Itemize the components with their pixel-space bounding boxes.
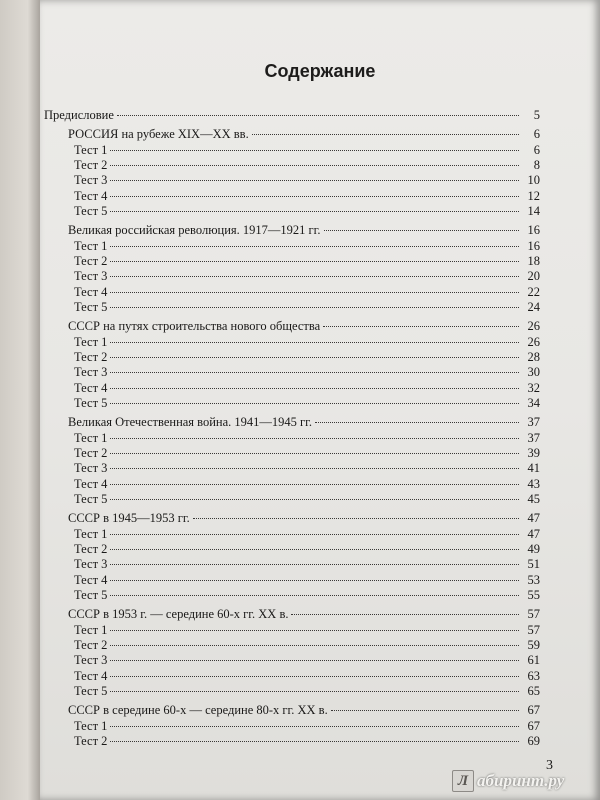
toc-leader-dots bbox=[110, 741, 519, 742]
page-title: Содержание bbox=[264, 61, 376, 81]
toc-entry bbox=[44, 381, 540, 396]
toc-entry-label: Тест 1 bbox=[74, 142, 108, 157]
toc-entry-label: СССР в середине 60-х — середине 80-х гг. XX в. bbox=[68, 703, 328, 718]
toc-entry-label: Тест 1 bbox=[74, 718, 108, 733]
toc-entry-label: Тест 5 bbox=[74, 587, 108, 602]
toc-entry-label: Тест 1 bbox=[74, 238, 108, 253]
toc-leader-dots bbox=[315, 422, 519, 423]
toc-entry-page: 39 bbox=[527, 445, 540, 460]
toc-entry-page: 26 bbox=[527, 334, 540, 349]
toc-leader-dots bbox=[193, 518, 519, 519]
toc-entry-page: 45 bbox=[527, 491, 540, 506]
toc-entry-page: 67 bbox=[527, 703, 540, 718]
toc-entry bbox=[44, 461, 540, 476]
toc-leader-dots bbox=[110, 292, 519, 293]
toc-leader-dots bbox=[110, 499, 519, 500]
toc-entry bbox=[44, 573, 540, 588]
toc-entry-label: Тест 5 bbox=[74, 299, 108, 314]
toc-entry-page: 18 bbox=[527, 254, 540, 269]
toc-entry bbox=[44, 542, 540, 557]
toc-entry bbox=[44, 477, 540, 492]
toc-entry bbox=[44, 127, 540, 142]
toc-entry-page: 49 bbox=[527, 541, 540, 556]
toc-entry-page: 65 bbox=[527, 683, 540, 698]
toc-entry-page: 47 bbox=[527, 526, 540, 541]
toc-entry-page: 5 bbox=[533, 108, 540, 122]
toc-entry bbox=[44, 223, 540, 238]
toc-leader-dots bbox=[110, 564, 519, 565]
toc-entry-label: Тест 1 bbox=[74, 430, 108, 445]
toc-leader-dots bbox=[110, 196, 519, 197]
toc-entry-page: 10 bbox=[527, 173, 540, 188]
toc-entry-label: Тест 5 bbox=[74, 491, 108, 506]
toc-entry-label: Тест 4 bbox=[74, 572, 108, 587]
toc-entry-label: Тест 2 bbox=[74, 541, 108, 556]
toc-entry-page: 37 bbox=[527, 415, 540, 430]
toc-entry-page: 12 bbox=[527, 188, 540, 203]
toc-entry-label: Тест 2 bbox=[74, 254, 108, 269]
table-of-contents bbox=[44, 108, 540, 749]
toc-entry bbox=[44, 350, 540, 365]
toc-entry-label: Тест 3 bbox=[74, 557, 108, 572]
book-page bbox=[40, 0, 600, 800]
toc-entry-page: 16 bbox=[527, 238, 540, 253]
toc-leader-dots bbox=[110, 453, 519, 454]
toc-entry-page: 20 bbox=[527, 269, 540, 284]
toc-entry-page: 30 bbox=[527, 365, 540, 380]
toc-entry-label: Тест 3 bbox=[74, 173, 108, 188]
toc-entry-page: 26 bbox=[527, 319, 540, 334]
toc-entry-label: Тест 1 bbox=[74, 334, 108, 349]
watermark-text: абиринт.ру bbox=[477, 771, 565, 790]
toc-leader-dots bbox=[110, 468, 519, 469]
toc-entry bbox=[44, 684, 540, 699]
toc-entry bbox=[44, 204, 540, 219]
toc-leader-dots bbox=[110, 691, 519, 692]
toc-entry-page: 16 bbox=[527, 223, 540, 238]
toc-entry-page: 61 bbox=[527, 653, 540, 668]
toc-entry bbox=[44, 319, 540, 334]
toc-entry-page: 6 bbox=[533, 142, 540, 157]
toc-entry-label: Тест 4 bbox=[74, 476, 108, 491]
toc-entry-label: Тест 3 bbox=[74, 653, 108, 668]
toc-entry-label: РОССИЯ на рубеже XIX—XX вв. bbox=[68, 127, 249, 142]
toc-leader-dots bbox=[110, 630, 519, 631]
toc-entry bbox=[44, 143, 540, 158]
labirint-logo-icon: Л bbox=[452, 770, 474, 792]
toc-entry-page: 63 bbox=[527, 668, 540, 683]
toc-entry-label: Великая Отечественная война. 1941—1945 гг. bbox=[68, 415, 313, 430]
toc-entry-label: Тест 1 bbox=[74, 622, 108, 637]
toc-leader-dots bbox=[110, 261, 519, 262]
toc-entry-page: 69 bbox=[527, 733, 540, 748]
toc-entry bbox=[44, 719, 540, 734]
toc-entry-label: Тест 3 bbox=[74, 365, 108, 380]
toc-entry bbox=[44, 365, 540, 380]
toc-entry-page: 51 bbox=[527, 557, 540, 572]
toc-entry bbox=[44, 527, 540, 542]
toc-entry bbox=[44, 239, 540, 254]
toc-entry-page: 47 bbox=[527, 511, 540, 526]
toc-leader-dots bbox=[110, 211, 519, 212]
toc-entry-label: Тест 4 bbox=[74, 380, 108, 395]
toc-entry bbox=[44, 269, 540, 284]
toc-entry-label: СССР на путях строительства нового общества bbox=[68, 319, 321, 334]
toc-entry-page: 57 bbox=[527, 622, 540, 637]
toc-entry bbox=[44, 108, 540, 123]
toc-entry-page: 37 bbox=[527, 430, 540, 445]
toc-entry-page: 43 bbox=[527, 476, 540, 491]
toc-entry bbox=[44, 588, 540, 603]
toc-leader-dots bbox=[110, 726, 519, 727]
toc-entry bbox=[44, 734, 540, 749]
toc-entry bbox=[44, 173, 540, 188]
toc-entry bbox=[44, 511, 540, 526]
toc-leader-dots bbox=[110, 276, 519, 277]
toc-leader-dots bbox=[110, 549, 519, 550]
toc-entry-page: 34 bbox=[527, 395, 540, 410]
toc-entry-page: 59 bbox=[527, 637, 540, 652]
toc-entry-label: Тест 2 bbox=[74, 350, 108, 365]
toc-leader-dots bbox=[110, 150, 519, 151]
toc-entry-label: Тест 4 bbox=[74, 188, 108, 203]
toc-entry-label: Тест 4 bbox=[74, 668, 108, 683]
toc-entry-label: Тест 5 bbox=[74, 683, 108, 698]
toc-entry-label: Тест 3 bbox=[74, 461, 108, 476]
toc-entry-page: 8 bbox=[533, 158, 540, 173]
toc-entry-page: 67 bbox=[527, 718, 540, 733]
toc-entry-page: 41 bbox=[527, 461, 540, 476]
toc-leader-dots bbox=[110, 484, 519, 485]
toc-entry-label: СССР в 1945—1953 гг. bbox=[68, 511, 190, 526]
toc-entry bbox=[44, 492, 540, 507]
toc-leader-dots bbox=[110, 645, 519, 646]
toc-leader-dots bbox=[252, 134, 519, 135]
toc-leader-dots bbox=[110, 595, 519, 596]
toc-entry-page: 14 bbox=[527, 203, 540, 218]
toc-leader-dots bbox=[110, 372, 519, 373]
toc-entry bbox=[44, 158, 540, 173]
toc-entry-label: Тест 4 bbox=[74, 284, 108, 299]
toc-entry bbox=[44, 669, 540, 684]
toc-entry-page: 22 bbox=[527, 284, 540, 299]
toc-leader-dots bbox=[110, 357, 519, 358]
toc-entry-label: Тест 2 bbox=[74, 733, 108, 748]
toc-entry-page: 53 bbox=[527, 572, 540, 587]
labirint-watermark bbox=[452, 770, 564, 792]
toc-leader-dots bbox=[110, 580, 519, 581]
toc-entry-page: 24 bbox=[527, 299, 540, 314]
toc-leader-dots bbox=[110, 165, 519, 166]
toc-leader-dots bbox=[323, 326, 519, 327]
toc-entry bbox=[44, 285, 540, 300]
toc-entry bbox=[44, 638, 540, 653]
toc-entry bbox=[44, 557, 540, 572]
toc-entry bbox=[44, 335, 540, 350]
toc-leader-dots bbox=[117, 115, 519, 116]
toc-leader-dots bbox=[291, 614, 519, 615]
toc-entry bbox=[44, 431, 540, 446]
toc-entry-page: 28 bbox=[527, 350, 540, 365]
toc-leader-dots bbox=[110, 438, 519, 439]
toc-leader-dots bbox=[110, 388, 519, 389]
toc-leader-dots bbox=[110, 342, 519, 343]
toc-leader-dots bbox=[110, 403, 519, 404]
toc-entry bbox=[44, 300, 540, 315]
toc-leader-dots bbox=[324, 230, 519, 231]
toc-entry-label: Предисловие bbox=[44, 108, 114, 122]
toc-entry bbox=[44, 623, 540, 638]
toc-leader-dots bbox=[110, 676, 519, 677]
toc-entry bbox=[44, 396, 540, 411]
toc-entry bbox=[44, 254, 540, 269]
toc-entry-label: СССР в 1953 г. — середине 60-х гг. XX в. bbox=[68, 607, 289, 622]
page-number: 3 bbox=[546, 758, 553, 773]
toc-leader-dots bbox=[110, 660, 519, 661]
toc-entry-page: 55 bbox=[527, 587, 540, 602]
toc-entry-page: 32 bbox=[527, 380, 540, 395]
toc-entry bbox=[44, 703, 540, 718]
toc-entry-label: Тест 2 bbox=[74, 158, 108, 173]
toc-entry-page: 6 bbox=[533, 127, 540, 142]
toc-entry bbox=[44, 415, 540, 430]
toc-leader-dots bbox=[110, 246, 519, 247]
toc-entry-page: 57 bbox=[527, 607, 540, 622]
toc-entry bbox=[44, 653, 540, 668]
toc-entry-label: Тест 5 bbox=[74, 395, 108, 410]
toc-leader-dots bbox=[110, 534, 519, 535]
toc-entry-label: Тест 3 bbox=[74, 269, 108, 284]
toc-entry bbox=[44, 607, 540, 622]
toc-entry-label: Тест 1 bbox=[74, 526, 108, 541]
toc-entry bbox=[44, 446, 540, 461]
toc-entry bbox=[44, 189, 540, 204]
toc-leader-dots bbox=[110, 180, 519, 181]
toc-entry-label: Тест 2 bbox=[74, 637, 108, 652]
toc-leader-dots bbox=[331, 710, 519, 711]
toc-entry-label: Тест 2 bbox=[74, 445, 108, 460]
toc-leader-dots bbox=[110, 307, 519, 308]
toc-entry-label: Великая российская революция. 1917—1921 гг. bbox=[68, 223, 321, 238]
toc-entry-label: Тест 5 bbox=[74, 203, 108, 218]
